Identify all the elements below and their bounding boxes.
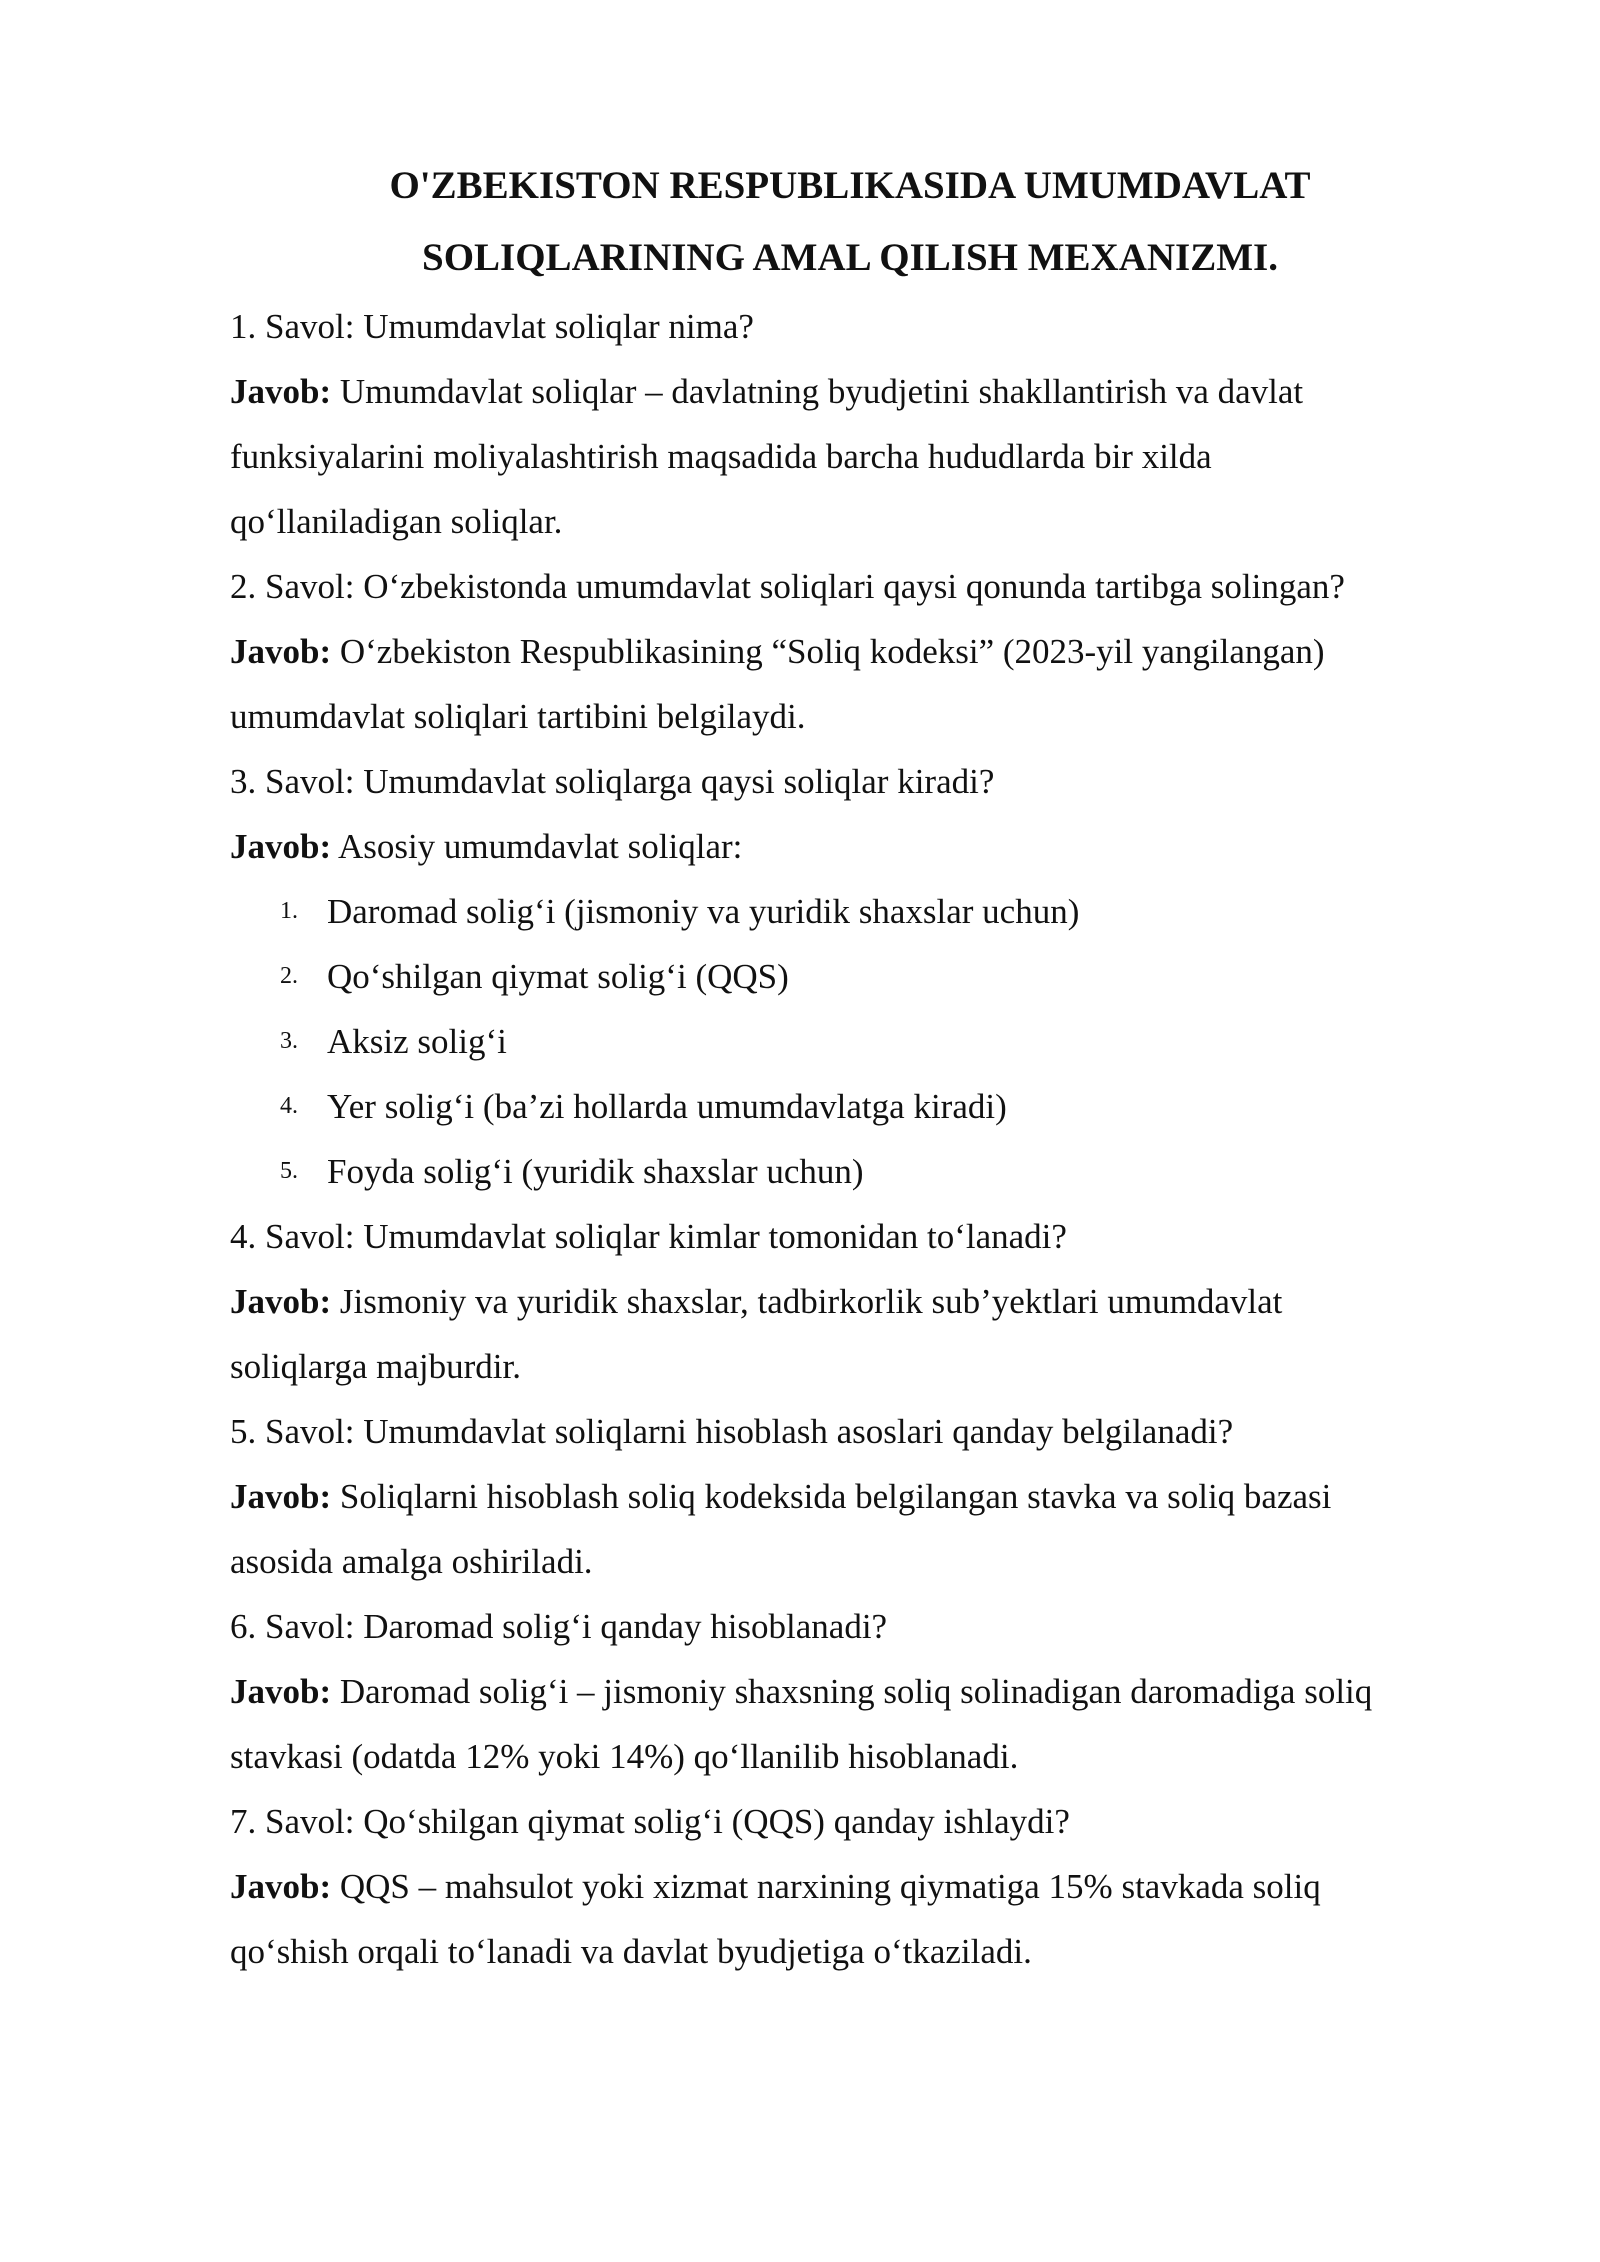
question-text: 2. Savol: O‘zbekistonda umumdavlat soliqlari qaysi qonunda tartibga solingan? [230,567,1345,606]
answer-text: QQS – mahsulot yoki xizmat narxining qiymatiga 15% stavkada soliq [331,1867,1321,1906]
qa-block-5 [230,1399,1480,1594]
qa-block-3 [230,749,1480,1204]
answer-label: Javob: [230,372,332,411]
list-item-text: Daromad solig‘i (jismoniy va yuridik shaxslar uchun) [327,892,1080,931]
list-item [230,1074,1480,1139]
answer-line: stavkasi (odatda 12% yoki 14%) qo‘llanilib hisoblanadi. [230,1737,1019,1776]
answer-text: Umumdavlat soliqlar – davlatning byudjetini shakllantirish va davlat [331,372,1304,411]
answer-text: O‘zbekiston Respublikasining “Soliq kodeksi” (2023-yil yangilangan) [331,632,1325,671]
answer-label: Javob: [230,1477,332,1516]
answer-text: Daromad solig‘i – jismoniy shaxsning soliq solinadigan daromadiga soliq [331,1672,1373,1711]
qa-block-1 [230,294,1480,554]
answer-line: umumdavlat soliqlari tartibini belgilaydi. [230,697,806,736]
answer-line [230,359,1480,424]
answer-line [230,619,1480,684]
answer-line [230,1464,1480,1529]
question-text: 7. Savol: Qo‘shilgan qiymat solig‘i (QQS) qanday ishlaydi? [230,1802,1070,1841]
list-item-number: 2. [280,963,298,989]
list-item [230,1139,1480,1204]
list-item-text: Qo‘shilgan qiymat solig‘i (QQS) [327,957,789,996]
answer-line: asosida amalga oshiriladi. [230,1542,593,1581]
question-text: 3. Savol: Umumdavlat soliqlarga qaysi soliqlar kiradi? [230,762,995,801]
answer-label: Javob: [230,1282,332,1321]
qa-block-7 [230,1789,1480,1984]
list-item-text: Yer solig‘i (ba’zi hollarda umumdavlatga kiradi) [327,1087,1007,1126]
answer-label: Javob: [230,827,332,866]
answer-text: Asosiy umumdavlat soliqlar: [331,827,743,866]
answer-line: qo‘shish orqali to‘lanadi va davlat byudjetiga o‘tkaziladi. [230,1932,1032,1971]
answer-line [230,1269,1480,1334]
qa-block-6 [230,1594,1480,1789]
list-item-text: Foyda solig‘i (yuridik shaxslar uchun) [327,1152,864,1191]
question-text: 4. Savol: Umumdavlat soliqlar kimlar tomonidan to‘lanadi? [230,1217,1067,1256]
answer-text: Jismoniy va yuridik shaxslar, tadbirkorlik sub’yektlari umumdavlat [331,1282,1283,1321]
answer-line: soliqlarga majburdir. [230,1347,521,1386]
tax-list [230,879,1480,1204]
qa-block-4 [230,1204,1480,1399]
title-line-1: O'ZBEKISTON RESPUBLIKASIDA UMUMDAVLAT [389,164,1311,207]
answer-label: Javob: [230,1672,332,1711]
list-item-text: Aksiz solig‘i [327,1022,507,1061]
list-item-number: 4. [280,1093,298,1119]
document-title [230,150,1470,294]
list-item-number: 5. [280,1158,298,1184]
question-text: 6. Savol: Daromad solig‘i qanday hisoblanadi? [230,1607,888,1646]
answer-label: Javob: [230,632,332,671]
question-text: 5. Savol: Umumdavlat soliqlarni hisoblash asoslari qanday belgilanadi? [230,1412,1234,1451]
question-text: 1. Savol: Umumdavlat soliqlar nima? [230,307,754,346]
document-body [230,294,1480,1984]
answer-line [230,814,1480,879]
qa-block-2 [230,554,1480,749]
list-item-number: 3. [280,1028,298,1054]
answer-label: Javob: [230,1867,332,1906]
title-line-2: SOLIQLARINING AMAL QILISH MEXANIZMI. [422,236,1278,279]
list-item [230,879,1480,944]
answer-line [230,1854,1480,1919]
list-item [230,944,1480,1009]
answer-line: qo‘llaniladigan soliqlar. [230,502,563,541]
answer-line [230,1659,1480,1724]
answer-text: Soliqlarni hisoblash soliq kodeksida belgilangan stavka va soliq bazasi [331,1477,1332,1516]
list-item [230,1009,1480,1074]
answer-line: funksiyalarini moliyalashtirish maqsadida barcha hududlarda bir xilda [230,437,1212,476]
list-item-number: 1. [280,898,298,924]
